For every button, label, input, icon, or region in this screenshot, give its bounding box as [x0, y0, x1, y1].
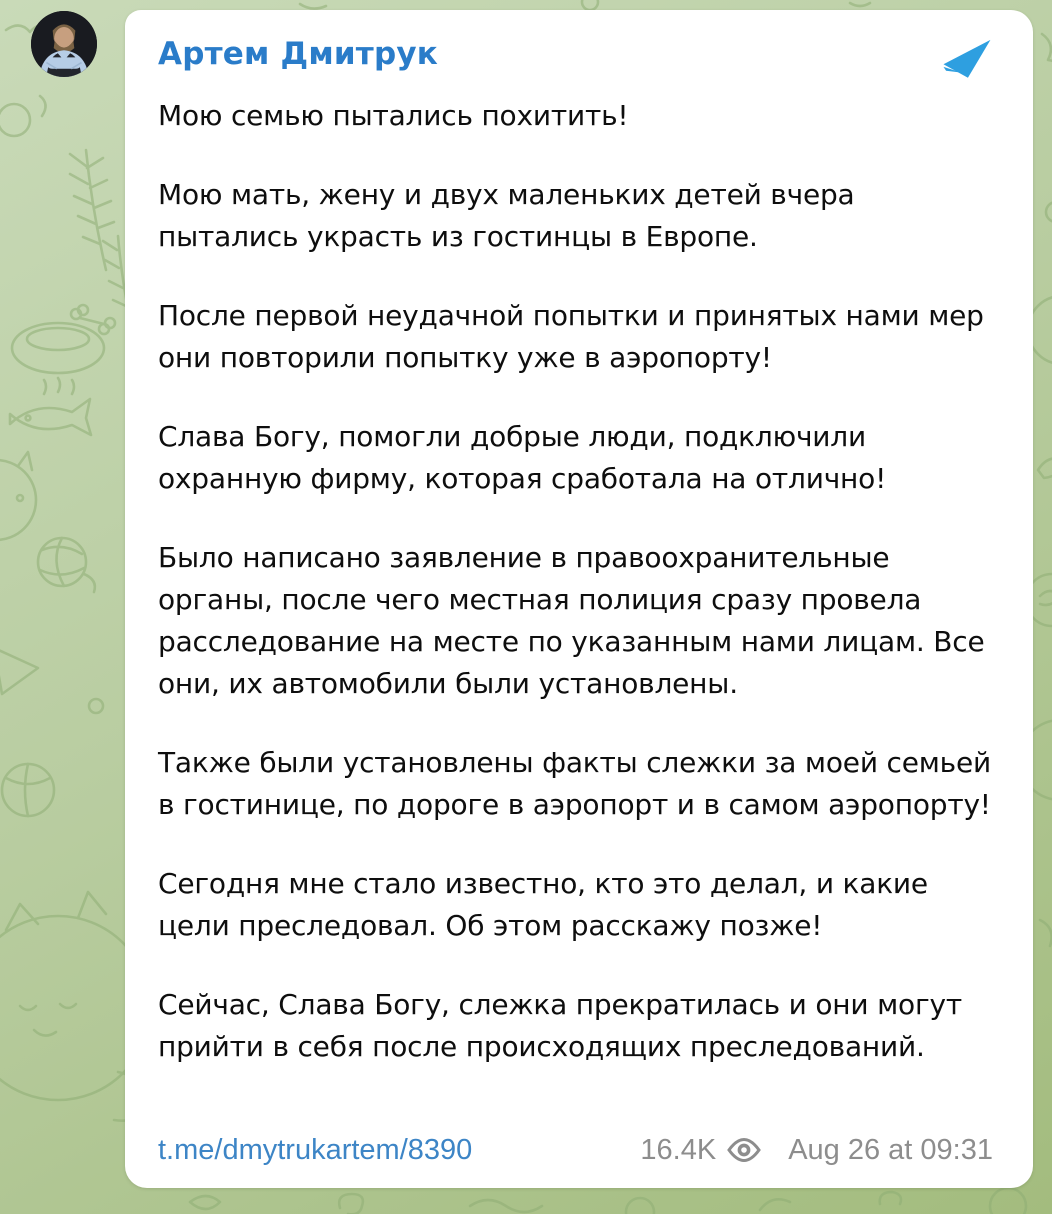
post-body — [158, 95, 993, 1130]
doodle-arc — [40, 96, 46, 116]
post-paragraph: Мою мать, жену и двух маленьких детей вчера пытались украсть из гостинцы в Европе. — [158, 178, 855, 253]
post-meta — [640, 1130, 993, 1170]
post-footer — [158, 1130, 993, 1170]
views-eye-icon — [726, 1137, 762, 1163]
doodle-leaf — [190, 1196, 220, 1209]
doodle-arc — [1040, 920, 1052, 946]
post-date: Aug 26 at 09:31 — [788, 1134, 993, 1166]
post-link[interactable]: t.me/dmytrukartem/8390 — [158, 1134, 473, 1166]
avatar[interactable] — [31, 11, 97, 77]
doodle-swirl — [339, 1194, 363, 1214]
doodle-dot — [582, 0, 598, 10]
doodle-fish — [10, 378, 91, 435]
post-header — [158, 34, 993, 81]
post-paragraph: После первой неудачной попытки и принятых нами мер они повторили попытку уже в аэропорту! — [158, 299, 984, 374]
doodle-yarn-ball — [38, 538, 95, 592]
post-paragraph: Сейчас, Слава Богу, слежка прекратилась и они могут прийти в себя после происходящих преследований. — [158, 988, 962, 1063]
post-paragraph: Сегодня мне стало известно, кто это делал, и какие цели преследовал. Об этом расскажу позже! — [158, 867, 928, 942]
post-paragraph: Слава Богу, помогли добрые люди, подключили охранную фирму, которая сработала на отлично! — [158, 420, 887, 495]
doodle-swirl — [880, 1192, 901, 1204]
doodle-ball — [2, 764, 54, 816]
doodle-triangle — [0, 648, 38, 694]
doodle-arc — [850, 3, 870, 6]
channel-name[interactable]: Артем Дмитрук — [158, 36, 438, 72]
doodle-wave — [470, 1200, 542, 1212]
doodle-fern — [70, 150, 114, 270]
doodle-arc — [300, 4, 326, 9]
doodle-dot — [1046, 202, 1052, 222]
doodle-branch — [1042, 34, 1052, 78]
doodle-circle — [990, 1188, 1026, 1214]
post-paragraph: Также были установлены факты слежки за моей семьей в гостинице, по дороге в аэропорт и в самом аэропорту! — [158, 746, 991, 821]
post-paragraph: Мою семью пытались похитить! — [158, 99, 629, 132]
doodle-arc — [760, 1199, 790, 1210]
views-count: 16.4K — [640, 1134, 717, 1166]
doodle-leaf — [1038, 458, 1052, 478]
doodle-pet-bowl — [12, 305, 115, 373]
doodle-dot — [89, 699, 103, 713]
avatar-portrait-illustration — [31, 11, 97, 77]
doodle-cat-head — [0, 452, 36, 540]
post-paragraph: Было написано заявление в правоохранительные органы, после чего местная полиция сразу провела расследование на месте по указанным нами лицам. Все они, их автомобили были установлены. — [158, 541, 985, 700]
post-card — [125, 10, 1033, 1188]
doodle-circle — [0, 104, 30, 136]
doodle-circle — [626, 1198, 654, 1214]
telegram-plane-icon[interactable] — [937, 36, 995, 81]
